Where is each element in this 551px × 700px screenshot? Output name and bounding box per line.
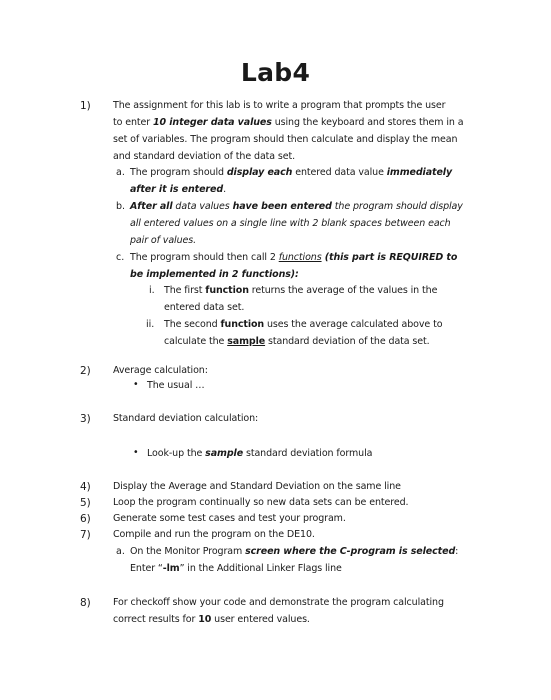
item-3-bullet: Look-up the sample standard deviation formula	[147, 448, 373, 459]
item-number: 7)	[80, 529, 91, 541]
subitem-marker: a.	[116, 167, 125, 178]
item-3-text: Standard deviation calculation:	[113, 413, 259, 424]
subitem-1b-text: After all data values have been entered the program should display all entered values on a single line with 2 blank spaces between each pair of values.	[130, 201, 463, 246]
item-number: 6)	[80, 513, 91, 525]
subsubitem-marker: i.	[149, 285, 155, 296]
subsubitem-i-text: The first function returns the average of the values in the entered data set.	[164, 285, 438, 313]
subitem-marker: b.	[116, 201, 126, 212]
subitem-marker: a.	[116, 546, 125, 557]
item-number: 2)	[80, 365, 91, 377]
item-1-text: The assignment for this lab is to write a program that prompts the user to enter 10 integer data values using the keyboard and stores them in a set of variables. The program should then calculate and display the mean and standard deviation of the data set.	[113, 100, 464, 162]
subsubitem-marker: ii.	[146, 319, 155, 330]
item-number: 4)	[80, 481, 91, 493]
item-2-bullet: The usual …	[147, 380, 205, 391]
subitem-1a-text: The program should display each entered data value immediately after it is entered.	[130, 167, 453, 195]
item-number: 3)	[80, 413, 91, 425]
bullet-marker: •	[133, 379, 139, 390]
item-number: 8)	[80, 597, 91, 609]
item-6-text: Generate some test cases and test your program.	[113, 513, 346, 524]
item-number: 5)	[80, 497, 91, 509]
subitem-marker: c.	[116, 252, 125, 263]
item-number: 1)	[80, 100, 91, 112]
subitem-1c-text: The program should then call 2 functions (this part is REQUIRED to be implemented in 2 functions):	[130, 252, 458, 280]
subitem-7a-text: On the Monitor Program screen where the C-program is selected: Enter “-lm” in the Additional Linker Flags line	[130, 546, 459, 574]
item-8-text: For checkoff show your code and demonstrate the program calculating correct results for 10 user entered values.	[113, 597, 444, 625]
bullet-marker: •	[133, 447, 139, 458]
item-2-text: Average calculation:	[113, 365, 208, 376]
item-7-text: Compile and run the program on the DE10.	[113, 529, 315, 540]
item-4-text: Display the Average and Standard Deviation on the same line	[113, 481, 401, 492]
subsubitem-ii-text: The second function uses the average calculated above to calculate the sample standard deviation of the data set.	[164, 319, 443, 347]
item-5-text: Loop the program continually so new data sets can be entered.	[113, 497, 409, 508]
document-title: Lab4	[240, 58, 311, 87]
